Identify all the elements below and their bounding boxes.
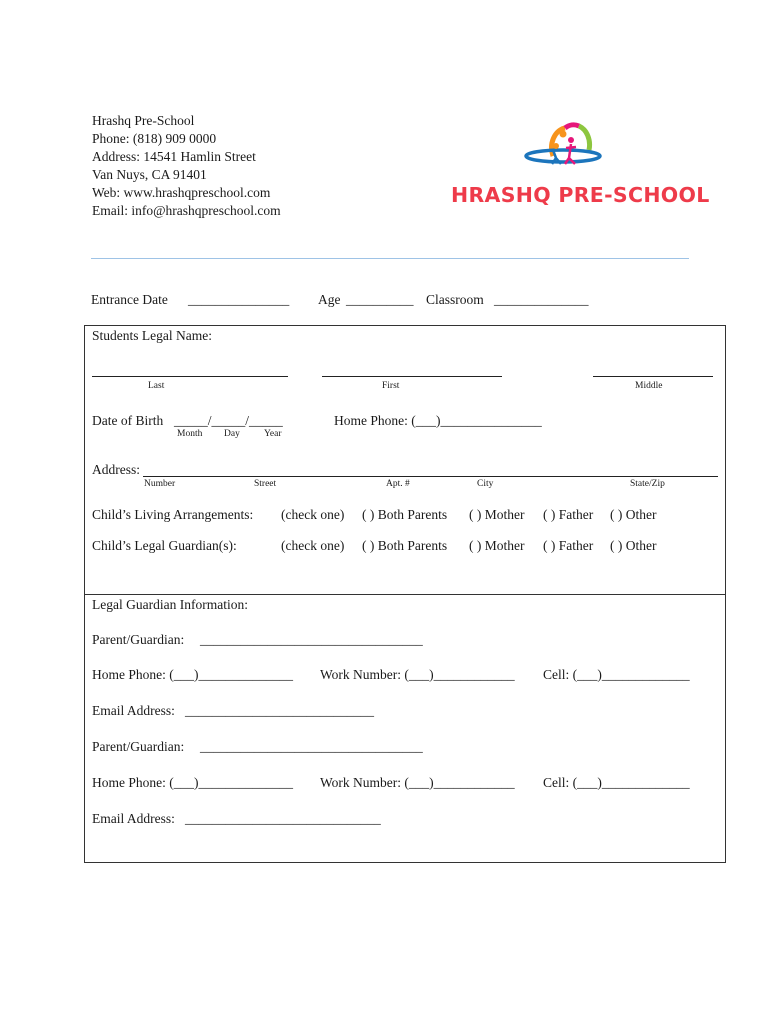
address-field[interactable]	[143, 476, 718, 477]
header-divider	[91, 258, 689, 259]
student-home-phone-field[interactable]: Home Phone: (___)_______________	[334, 413, 542, 428]
school-address: Address: 14541 Hamlin Street	[92, 149, 256, 164]
guardian-both-parents-option[interactable]: ( ) Both Parents	[362, 538, 448, 553]
guardian-mother-option[interactable]: ( ) Mother	[469, 538, 525, 553]
dob-field[interactable]: _____/_____/_____	[174, 413, 283, 428]
school-name: Hrashq Pre-School	[92, 113, 195, 128]
last-caption: Last	[148, 381, 165, 391]
first-name-field[interactable]	[322, 376, 502, 377]
guardian-work-number-field[interactable]: Work Number: (___)____________	[320, 775, 515, 790]
living-other-option[interactable]: ( ) Other	[610, 507, 657, 522]
living-father-option[interactable]: ( ) Father	[543, 507, 594, 522]
parent-guardian-label: Parent/Guardian:	[92, 632, 185, 647]
check-one-text: (check one)	[281, 507, 345, 522]
age-label: Age	[318, 292, 341, 307]
living-both-parents-option[interactable]: ( ) Both Parents	[362, 507, 448, 522]
guardian-home-phone-field[interactable]: Home Phone: (___)______________	[92, 667, 293, 682]
middle-caption: Middle	[635, 381, 663, 391]
day-caption: Day	[224, 429, 240, 439]
student-section	[84, 325, 726, 595]
living-mother-option[interactable]: ( ) Mother	[469, 507, 525, 522]
school-web: Web: www.hrashqpreschool.com	[92, 185, 271, 200]
guardian-cell-field[interactable]: Cell: (___)_____________	[543, 775, 690, 790]
dob-label: Date of Birth	[92, 413, 164, 428]
school-city: Van Nuys, CA 91401	[92, 167, 207, 182]
living-arrangements-label: Child’s Living Arrangements:	[92, 507, 254, 522]
guardian-cell-field[interactable]: Cell: (___)_____________	[543, 667, 690, 682]
parent-guardian-field[interactable]: _________________________________	[200, 632, 423, 647]
state-zip-caption: State/Zip	[630, 479, 665, 489]
check-one-text: (check one)	[281, 538, 345, 553]
legal-guardian-label: Child’s Legal Guardian(s):	[92, 538, 237, 553]
legal-name-label: Students Legal Name:	[92, 328, 212, 343]
last-name-field[interactable]	[92, 376, 288, 377]
street-caption: Street	[254, 479, 277, 489]
year-caption: Year	[264, 429, 282, 439]
email-label: Email Address:	[92, 703, 175, 718]
guardian-home-phone-field[interactable]: Home Phone: (___)______________	[92, 775, 293, 790]
city-caption: City	[477, 479, 494, 489]
logo-graphic-icon	[448, 120, 693, 180]
guardian-other-option[interactable]: ( ) Other	[610, 538, 657, 553]
email-label: Email Address:	[92, 811, 175, 826]
age-field[interactable]: __________	[346, 292, 414, 307]
email-field[interactable]: _____________________________	[185, 811, 381, 826]
month-caption: Month	[177, 429, 203, 439]
classroom-label: Classroom	[426, 292, 484, 307]
entrance-date-label: Entrance Date	[91, 292, 168, 307]
school-phone: Phone: (818) 909 0000	[92, 131, 217, 146]
school-email: Email: info@hrashqpreschool.com	[92, 203, 281, 218]
guardian-work-number-field[interactable]: Work Number: (___)____________	[320, 667, 515, 682]
middle-name-field[interactable]	[593, 376, 713, 377]
guardian-father-option[interactable]: ( ) Father	[543, 538, 594, 553]
parent-guardian-label: Parent/Guardian:	[92, 739, 185, 754]
address-label: Address:	[92, 462, 140, 477]
apt-caption: Apt. #	[386, 479, 410, 489]
school-logo	[448, 120, 710, 216]
email-field[interactable]: ____________________________	[185, 703, 374, 718]
entrance-date-field[interactable]: _______________	[188, 292, 290, 307]
parent-guardian-field[interactable]: _________________________________	[200, 739, 423, 754]
logo-text: HRASHQ PRE-SCHOOL	[451, 183, 710, 207]
guardian-info-label: Legal Guardian Information:	[92, 597, 248, 612]
first-caption: First	[382, 381, 400, 391]
number-caption: Number	[144, 479, 176, 489]
classroom-field[interactable]: ______________	[494, 292, 589, 307]
